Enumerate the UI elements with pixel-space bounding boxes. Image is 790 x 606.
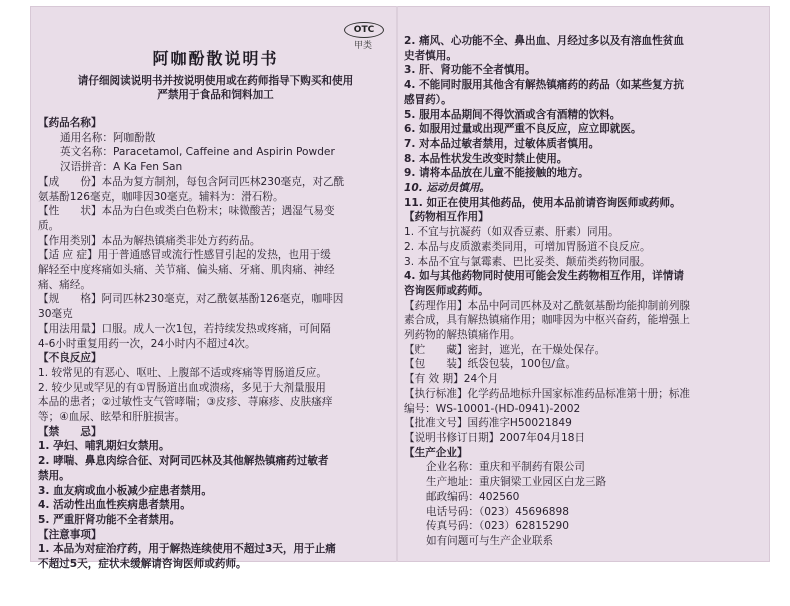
document-title: 阿咖酚散说明书: [152, 49, 279, 68]
text-line: 5. 严重肝肾功能不全者禁用。: [38, 513, 181, 526]
text-line: 7. 对本品过敏者禁用，过敏体质者慎用。: [404, 137, 600, 150]
section-heading: 【药品名称】: [38, 117, 102, 129]
text-line: 【用法用量】口服。成人一次1包，若持续发热或疼痛，可间隔: [38, 322, 331, 335]
text-line: 3. 本品不宜与氯霉素、巴比妥类、颠茄类药物同服。: [404, 255, 651, 268]
text-line: 本品的患者；②过敏性支气管哮喘；③皮疹、荨麻疹、皮肤瘙痒: [38, 396, 333, 409]
document-subtitle: [38, 74, 393, 102]
text-line: 生产地址：重庆铜梁工业园区白龙三路: [426, 476, 607, 489]
text-line: 汉语拼音：A Ka Fen San: [60, 161, 183, 174]
text-line: 通用名称：阿咖酚散: [60, 131, 156, 144]
text-line: 邮政编码：402560: [426, 490, 520, 503]
text-line: 2. 本品与皮质激素类同用，可增加胃肠道不良反应。: [404, 240, 651, 253]
otc-badge: OTC: [344, 22, 384, 38]
text-line: 咨询医师或药师。: [404, 284, 489, 297]
fold-crease: [396, 6, 398, 562]
text-line: 10. 运动员慎用。: [404, 182, 491, 195]
subtitle-line: 请仔细阅读说明书并按说明使用或在药师指导下购买和使用: [77, 75, 354, 87]
text-line: 素合成，具有解热镇痛作用；咖啡因为中枢兴奋药，能增强上: [404, 314, 691, 327]
text-line: 1. 较常见的有恶心、呕吐、上腹部不适或疼痛等胃肠道反应。: [38, 366, 327, 379]
section-heading: 【药物相互作用】: [404, 211, 489, 224]
text-line: 6. 如服用过量或出现严重不良反应，应立即就医。: [404, 123, 642, 136]
text-line: 传真号码：（023）62815290: [426, 520, 569, 533]
text-line: 【性 状】本品为白色或类白色粉末；味微酸苦；遇湿气易变: [38, 205, 335, 218]
text-line: 【适 应 症】用于普通感冒或流行性感冒引起的发热，也用于缓: [38, 249, 331, 262]
text-line: 电话号码：（023）45696898: [426, 505, 569, 518]
section-heading: 【禁 忌】: [38, 425, 102, 438]
text-line: 等；④血尿、眩晕和肝脏损害。: [38, 411, 186, 424]
text-line: 2. 哮喘、鼻息肉综合征、对阿司匹林及其他解热镇痛药过敏者: [38, 455, 329, 468]
text-line: 不超过5天，症状未缓解请咨询医师或药师。: [38, 558, 247, 571]
text-line: 4-6小时重复用药一次，24小时内不超过4次。: [38, 337, 256, 350]
text-line: 3. 血友病或血小板减少症患者禁用。: [38, 484, 212, 497]
text-line: 4. 活动性出血性疾病患者禁用。: [38, 499, 191, 512]
text-line: 30毫克: [38, 308, 73, 321]
text-line: 编号：WS-10001-(HD-0941)-2002: [404, 402, 581, 415]
text-line: 如有问题可与生产企业联系: [426, 534, 554, 547]
text-line: 【药理作用】本品中阿司匹林及对乙酰氨基酚均能抑制前列腺: [404, 299, 691, 312]
text-line: 质。: [38, 219, 60, 232]
text-line: 4. 不能同时服用其他含有解热镇痛药的药品（如某些复方抗: [404, 79, 684, 92]
text-line: 【包 装】纸袋包装，100包/盒。: [404, 358, 577, 371]
text-line: 英文名称：Paracetamol, Caffeine and Aspirin Powder: [60, 146, 335, 159]
subtitle-line: 严禁用于食品和饲料加工: [157, 89, 274, 101]
text-line: 1. 孕妇、哺乳期妇女禁用。: [38, 440, 170, 453]
text-line: 【贮 藏】密封，遮光，在干燥处保存。: [404, 343, 606, 356]
section-heading: 【注意事项】: [38, 528, 102, 541]
text-line: 【说明书修订日期】2007年04月18日: [404, 431, 586, 444]
text-line: 痛、痛经。: [38, 278, 91, 291]
text-line: 史者慎用。: [404, 49, 457, 62]
text-line: 【作用类别】本品为解热镇痛类非处方药药品。: [38, 234, 261, 247]
text-line: 1. 本品为对症治疗药，用于解热连续使用不超过3天，用于止痛: [38, 543, 336, 556]
text-line: 氨基酚126毫克，咖啡因30毫克。辅料为：滑石粉。: [38, 190, 284, 203]
text-line: 企业名称：重庆和平制药有限公司: [426, 461, 585, 474]
left-body-text: [38, 116, 393, 572]
text-line: 9. 请将本品放在儿童不能接触的地方。: [404, 167, 589, 180]
text-line: 5. 服用本品期间不得饮酒或含有酒精的饮料。: [404, 108, 621, 121]
section-heading: 【不良反应】: [38, 352, 102, 365]
text-line: 【有 效 期】24个月: [404, 373, 499, 386]
otc-class-label: 甲类: [354, 41, 373, 51]
leaflet-sheet: [30, 6, 770, 571]
text-line: 【批准文号】国药准字H50021849: [404, 417, 572, 430]
text-line: 8. 本品性状发生改变时禁止使用。: [404, 152, 568, 165]
text-line: 禁用。: [38, 469, 70, 482]
text-line: 【成 份】本品为复方制剂，每包含阿司匹林230毫克，对乙酰: [38, 175, 345, 188]
text-line: 列药物的解热镇痛作用。: [404, 329, 521, 342]
text-line: 1. 不宜与抗凝药（如双香豆素、肝素）同用。: [404, 226, 619, 239]
text-line: 2. 痛风、心功能不全、鼻出血、月经过多以及有溶血性贫血: [404, 35, 684, 47]
text-line: 【执行标准】化学药品地标升国家标准药品标准第十册；标准: [404, 387, 691, 400]
section-heading: 【生产企业】: [404, 446, 468, 459]
text-line: 11. 如正在使用其他药品，使用本品前请咨询医师或药师。: [404, 196, 681, 209]
right-body-text: [404, 34, 764, 549]
text-line: 2. 较少见或罕见的有①胃肠道出血或溃疡，多见于大剂量服用: [38, 381, 326, 394]
text-line: 3. 肝、肾功能不全者慎用。: [404, 64, 536, 77]
text-line: 【规 格】阿司匹林230毫克，对乙酰氨基酚126毫克，咖啡因: [38, 293, 344, 306]
text-line: 解轻至中度疼痛如头痛、关节痛、偏头痛、牙痛、肌肉痛、神经: [38, 264, 335, 277]
text-line: 感冒药）。: [404, 93, 452, 106]
text-line: 4. 如与其他药物同时使用可能会发生药物相互作用，详情请: [404, 270, 684, 283]
